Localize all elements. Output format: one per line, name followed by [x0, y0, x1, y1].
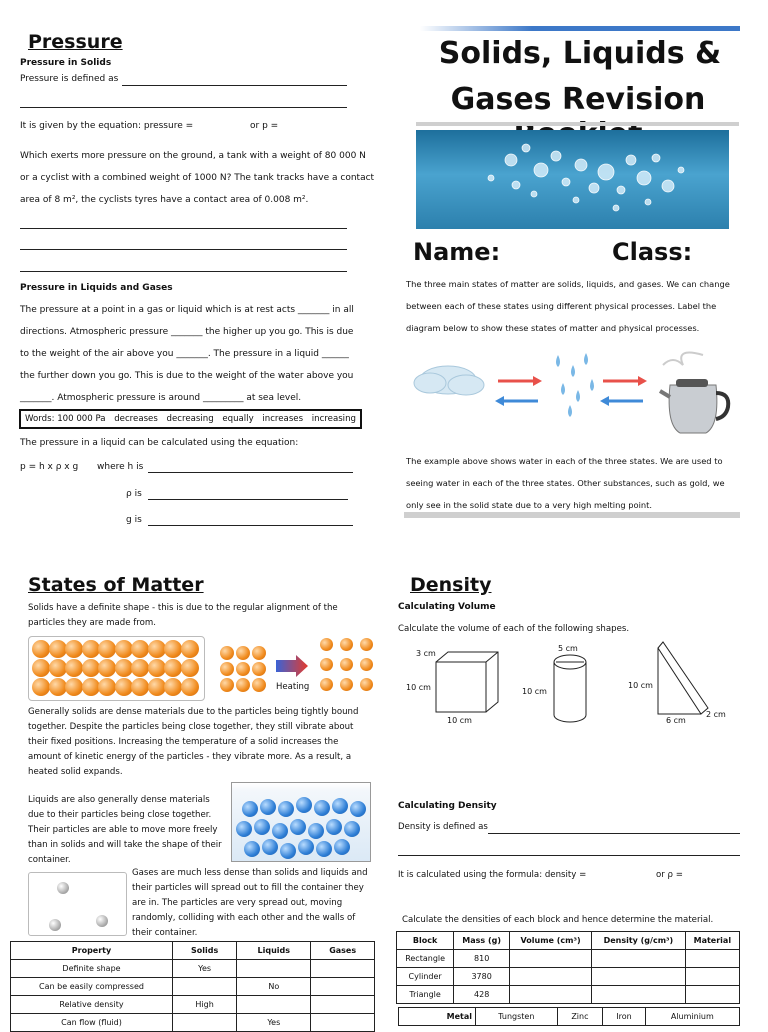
- table-cell: [685, 986, 739, 1004]
- heating-label: Heating: [276, 682, 310, 692]
- ice-cloud-icon: [414, 366, 484, 395]
- answer-line: [20, 271, 347, 272]
- particle: [252, 678, 266, 692]
- pressure-formula: p = h x ρ x g: [20, 462, 79, 472]
- table-header: Metal: [399, 1008, 476, 1026]
- triangular-prism-shape: [658, 642, 708, 714]
- liquids-1: Liquids are also generally dense materials: [28, 795, 210, 805]
- particle: [49, 659, 67, 677]
- bubbles-image: [416, 130, 729, 229]
- table-cell: Can flow (fluid): [11, 1014, 173, 1032]
- table-header: Gases: [311, 942, 375, 960]
- liquid-particle: [350, 801, 366, 817]
- calc-volume-heading: Calculating Volume: [398, 602, 496, 612]
- answer-line: [20, 107, 347, 108]
- liquid-particle: [334, 839, 350, 855]
- table-row: [399, 1008, 740, 1026]
- liquids-3: Their particles are able to move more freely: [28, 825, 218, 835]
- table-cell: 810: [454, 950, 510, 968]
- answer-line: [122, 85, 347, 86]
- cover-title-2: Gases Revision: [450, 82, 706, 117]
- cover-title-1: Solids, Liquids &: [438, 36, 722, 71]
- arrow-right-icon: [603, 376, 647, 386]
- table-cell: Rectangle: [397, 950, 454, 968]
- cover-intro-3: diagram below to show these states of matter and physical processes.: [406, 323, 700, 333]
- pressure-para-4: the further down you go. This is due to the weight of the water above you: [20, 371, 354, 381]
- states-p3: their fixed positions. Increasing the temperature of a solid increases the: [28, 737, 339, 747]
- arrow-left-icon: [495, 396, 538, 406]
- liquid-particle: [344, 821, 360, 837]
- table-row: [11, 1014, 375, 1032]
- cylinder-side-label: 10 cm: [522, 687, 547, 696]
- table-cell: [311, 1014, 375, 1032]
- word-bank-item: increasing: [311, 414, 356, 424]
- table-cell: Triangle: [397, 986, 454, 1004]
- particle: [82, 659, 100, 677]
- answer-line: [148, 472, 353, 473]
- particle: [252, 662, 266, 676]
- particle: [115, 678, 133, 696]
- solid-particles-diagram: [28, 636, 205, 701]
- table-row: [397, 950, 740, 968]
- word-bank-item: decreases: [114, 414, 158, 424]
- liquid-particle: [260, 799, 276, 815]
- table-cell: Relative density: [11, 996, 173, 1014]
- particle: [115, 640, 133, 658]
- table-header: Mass (g): [454, 932, 510, 950]
- liquid-particle: [308, 823, 324, 839]
- particle: [98, 640, 116, 658]
- pressure-para-1: The pressure at a point in a gas or liquid which is at rest acts _______ in all: [20, 305, 354, 315]
- heating-arrow-icon: [276, 655, 310, 681]
- particle: [236, 646, 250, 660]
- particle: [65, 659, 83, 677]
- table-cell: [237, 996, 311, 1014]
- g-is-label: g is: [126, 515, 142, 525]
- table-cell: Yes: [237, 1014, 311, 1032]
- particle: [360, 638, 373, 651]
- particle: [220, 662, 234, 676]
- particle: [32, 659, 50, 677]
- cube-side-label: 10 cm: [406, 683, 431, 692]
- answer-line: [398, 855, 740, 856]
- table-header: Solids: [173, 942, 237, 960]
- table-cell: [685, 968, 739, 986]
- word-bank-item: Words: 100 000 Pa: [25, 414, 106, 424]
- particle: [65, 678, 83, 696]
- liquids-4: than in solids and will take the shape of their: [28, 840, 222, 850]
- cover-bottom-rule: [404, 512, 740, 518]
- particle: [181, 659, 199, 677]
- prism-depth-label: 2 cm: [706, 710, 726, 719]
- gas-particle: [96, 915, 108, 927]
- particle: [32, 640, 50, 658]
- table-header: Liquids: [237, 942, 311, 960]
- pressure-liquids-heading: Pressure in Liquids and Gases: [20, 283, 173, 293]
- liquid-particle: [332, 798, 348, 814]
- density-instructions: Calculate the densities of each block and hence determine the material.: [402, 915, 714, 925]
- particle: [340, 638, 353, 651]
- word-bank-item: equally: [222, 414, 254, 424]
- particle: [340, 658, 353, 671]
- gases-2: their particles will spread out to fill the container they: [132, 883, 364, 893]
- particle: [320, 638, 333, 651]
- kettle-icon: [660, 353, 728, 433]
- table-cell: Tungsten: [476, 1008, 558, 1026]
- calc-density-heading: Calculating Density: [398, 801, 497, 811]
- particle: [164, 659, 182, 677]
- table-row: [397, 986, 740, 1004]
- particle: [320, 658, 333, 671]
- particle: [164, 678, 182, 696]
- particle: [360, 658, 373, 671]
- cover-outro-3: only see in the solid state due to a very high melting point.: [406, 500, 653, 510]
- cover-intro-1: The three main states of matter are solids, liquids, and gases. We can change: [406, 279, 730, 289]
- density-title: Density: [410, 574, 492, 596]
- table-cell: [237, 960, 311, 978]
- cube-bottom-label: 10 cm: [447, 716, 472, 725]
- particle: [98, 659, 116, 677]
- table-header-row: [397, 932, 740, 950]
- arrow-left-icon: [600, 396, 643, 406]
- liquid-particle: [316, 841, 332, 857]
- density-defined-label: Density is defined as: [398, 822, 488, 832]
- water-drops-icon: [556, 353, 594, 417]
- table-cell: 428: [454, 986, 510, 1004]
- density-formula: It is calculated using the formula: density =: [398, 870, 587, 880]
- bubbles-graphic: [416, 130, 729, 229]
- gases-3: are in. The particles are very spread out, moving: [132, 898, 343, 908]
- density-table: [396, 931, 740, 1004]
- table-cell: [510, 968, 592, 986]
- particle: [181, 678, 199, 696]
- cover-top-rule: [420, 26, 740, 31]
- word-bank: [19, 409, 362, 429]
- table-cell: [311, 978, 375, 996]
- particle: [115, 659, 133, 677]
- pressure-equation: It is given by the equation: pressure =: [20, 121, 194, 131]
- particle: [148, 640, 166, 658]
- gas-particle: [57, 882, 69, 894]
- states-p4: amount of kinetic energy of the particles - they vibrate more. As a result, a: [28, 752, 352, 762]
- where-h-label: where h is: [97, 462, 144, 472]
- liquid-particle: [326, 819, 342, 835]
- liquid-particles-diagram: [231, 782, 371, 862]
- liquids-2: due to their particles being close together.: [28, 810, 212, 820]
- pressure-solids-heading: Pressure in Solids: [20, 58, 112, 68]
- table-cell: [592, 950, 686, 968]
- particle: [82, 678, 100, 696]
- pressure-para-2: directions. Atmospheric pressure _______ the higher up you go. This is due: [20, 327, 354, 337]
- cube-top-label: 3 cm: [416, 649, 436, 658]
- table-cell: [173, 1014, 237, 1032]
- states-title: States of Matter: [28, 574, 204, 596]
- liquid-particle: [278, 801, 294, 817]
- table-cell: [510, 950, 592, 968]
- particle: [252, 646, 266, 660]
- particle: [220, 678, 234, 692]
- pressure-para-5: _______. Atmospheric pressure is around _________ at sea level.: [20, 393, 302, 403]
- answer-line: [148, 499, 348, 500]
- table-cell: Aluminium: [645, 1008, 739, 1026]
- cover-outro-2: seeing water in each of the three states. Other substances, such as gold, we: [406, 478, 725, 488]
- liquid-particle: [296, 797, 312, 813]
- liquid-particle: [262, 839, 278, 855]
- heated-solid-particles: [316, 636, 374, 696]
- cover-outro-1: The example above shows water in each of the three states. We are used to: [406, 456, 723, 466]
- liquid-particle: [242, 801, 258, 817]
- cylinder-shape: [554, 655, 586, 722]
- states-p5: heated solid expands.: [28, 767, 123, 777]
- states-solids-1: Solids have a definite shape - this is due to the regular alignment of the: [28, 603, 338, 613]
- pressure-question-1: Which exerts more pressure on the ground, a tank with a weight of 80 000 N: [20, 151, 366, 161]
- gases-5: their container.: [132, 928, 198, 938]
- particle: [236, 678, 250, 692]
- table-header: Density (g/cm³): [592, 932, 686, 950]
- answer-line: [20, 249, 347, 250]
- particle: [131, 659, 149, 677]
- arrow-right-icon: [498, 376, 542, 386]
- table-cell: Yes: [173, 960, 237, 978]
- table-cell: [311, 960, 375, 978]
- table-header-row: [11, 942, 375, 960]
- particle: [220, 646, 234, 660]
- pressure-para-3: to the weight of the air above you _______. The pressure in a liquid ______: [20, 349, 349, 359]
- liquids-5: container.: [28, 855, 71, 865]
- table-header: Volume (cm³): [510, 932, 592, 950]
- particle: [65, 640, 83, 658]
- answer-line: [488, 833, 740, 834]
- cover-title-rule: [416, 122, 739, 126]
- table-cell: Cylinder: [397, 968, 454, 986]
- volume-instructions: Calculate the volume of each of the following shapes.: [398, 624, 630, 634]
- particle: [98, 678, 116, 696]
- liquid-particle: [272, 823, 288, 839]
- liquid-particle: [254, 819, 270, 835]
- gases-1: Gases are much less dense than solids and liquids and: [132, 868, 368, 878]
- states-property-table: [10, 941, 375, 1032]
- pressure-or-p: or p =: [250, 121, 279, 131]
- cylinder-top-label: 5 cm: [558, 644, 578, 653]
- liquid-particle: [290, 819, 306, 835]
- pressure-question-3: area of 8 m², the cyclists tyres have a contact area of 0.008 m².: [20, 195, 309, 205]
- cuboid-shape: [436, 652, 498, 712]
- word-bank-item: decreasing: [166, 414, 214, 424]
- states-p1: Generally solids are dense materials due to the particles being tightly bound: [28, 707, 359, 717]
- particle: [148, 659, 166, 677]
- metal-table: [398, 1007, 740, 1026]
- pressure-definition: [20, 68, 118, 90]
- pressure-calc-line: The pressure in a liquid can be calculated using the equation:: [20, 438, 299, 448]
- pressure-title: Pressure: [28, 31, 123, 53]
- table-cell: [311, 996, 375, 1014]
- name-label: Name:: [413, 238, 501, 266]
- particle: [360, 678, 373, 691]
- table-cell: Can be easily compressed: [11, 978, 173, 996]
- liquid-particle: [314, 800, 330, 816]
- table-cell: 3780: [454, 968, 510, 986]
- pressure-question-2: or a cyclist with a combined weight of 1000 N? The tank tracks have a contact: [20, 173, 375, 183]
- pressure-defined-label: Pressure is defined as: [20, 74, 119, 84]
- particle: [148, 678, 166, 696]
- solid-small-particles: [220, 644, 268, 694]
- particle: [32, 678, 50, 696]
- table-cell: High: [173, 996, 237, 1014]
- particle: [82, 640, 100, 658]
- table-header: Block: [397, 932, 454, 950]
- particle: [236, 662, 250, 676]
- answer-line: [20, 228, 347, 229]
- particle: [49, 640, 67, 658]
- prism-bottom-label: 6 cm: [666, 716, 686, 725]
- states-p2: together. Despite the particles being close together, they still vibrate about: [28, 722, 354, 732]
- table-cell: Iron: [603, 1008, 645, 1026]
- liquid-particle: [298, 839, 314, 855]
- table-cell: [592, 968, 686, 986]
- particle: [49, 678, 67, 696]
- table-cell: [510, 986, 592, 1004]
- density-or-p: or ρ =: [656, 870, 683, 880]
- particle: [131, 678, 149, 696]
- particle: [181, 640, 199, 658]
- rho-is-label: ρ is: [126, 489, 142, 499]
- states-solids-2: particles they are made from.: [28, 618, 157, 628]
- table-cell: [592, 986, 686, 1004]
- prism-side-label: 10 cm: [628, 681, 653, 690]
- table-row: [11, 978, 375, 996]
- particle: [320, 678, 333, 691]
- table-header: Property: [11, 942, 173, 960]
- gas-particles-diagram: [28, 872, 127, 936]
- table-header: Material: [685, 932, 739, 950]
- particle: [131, 640, 149, 658]
- liquid-particle: [244, 841, 260, 857]
- class-label: Class:: [612, 238, 693, 266]
- gas-particle: [49, 919, 61, 931]
- table-cell: [685, 950, 739, 968]
- cover-intro-2: between each of these states using different physical processes. Label the: [406, 301, 717, 311]
- particle: [340, 678, 353, 691]
- table-row: [11, 996, 375, 1014]
- table-row: [11, 960, 375, 978]
- table-cell: Zinc: [557, 1008, 603, 1026]
- answer-line: [148, 525, 353, 526]
- gases-4: randomly, colliding with each other and the walls of: [132, 913, 356, 923]
- table-cell: No: [237, 978, 311, 996]
- word-bank-item: increases: [262, 414, 304, 424]
- states-diagram: [408, 345, 738, 445]
- liquid-particle: [280, 843, 296, 859]
- particle: [164, 640, 182, 658]
- table-cell: [173, 978, 237, 996]
- liquid-particle: [236, 821, 252, 837]
- table-row: [397, 968, 740, 986]
- table-cell: Definite shape: [11, 960, 173, 978]
